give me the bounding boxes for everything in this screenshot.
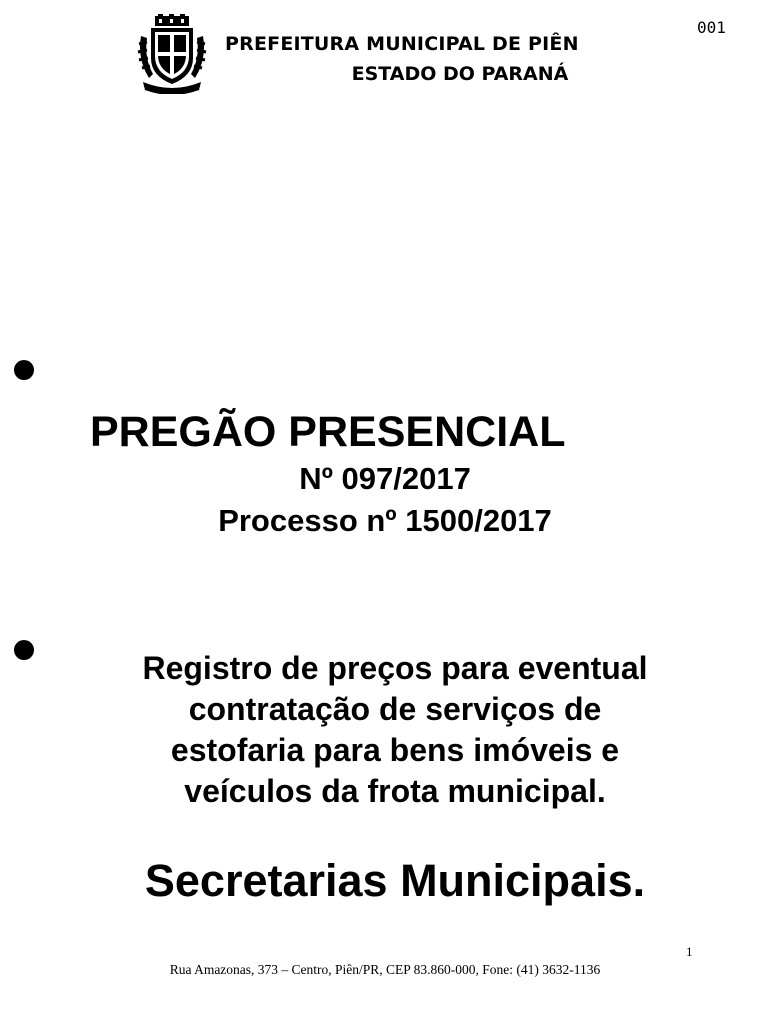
description-line: Registro de preços para eventual: [142, 650, 648, 686]
bullet-dot-icon: [14, 640, 34, 660]
page-code: 001: [697, 18, 726, 37]
document-subtitle: Secretarias Municipais.: [144, 855, 646, 906]
footer-address: Rua Amazonas, 373 – Centro, Piên/PR, CEP 83.860-000, Fone: (41) 3632-1136: [169, 962, 601, 977]
document-number: [0, 461, 770, 497]
header-state: ESTADO DO PARANÁ: [351, 63, 569, 85]
municipal-crest-icon: [135, 14, 209, 94]
description-line: veículos da frota municipal.: [184, 773, 606, 809]
process-number: [0, 503, 770, 539]
document-number-text: Nº 097/2017: [299, 461, 471, 496]
description-line: estofaria para bens imóveis e: [170, 732, 620, 768]
process-number-text: Processo nº 1500/2017: [218, 503, 552, 538]
header-municipality: PREFEITURA MUNICIPAL DE PIÊN: [225, 33, 579, 55]
document-title: PREGÃO PRESENCIAL: [90, 408, 566, 456]
bullet-dot-icon: [14, 360, 34, 380]
page-number: 1: [686, 944, 693, 959]
document-description: [60, 648, 730, 812]
description-line: contratação de serviços de: [188, 691, 602, 727]
